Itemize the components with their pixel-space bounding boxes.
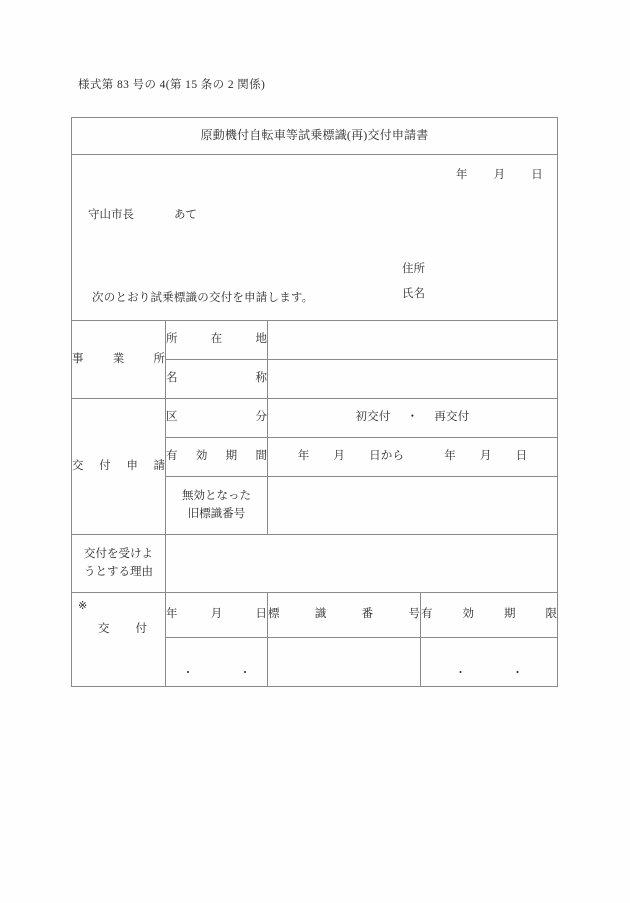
addressee-line	[88, 207, 197, 225]
official-plate-number-header	[268, 593, 421, 638]
void-old-plate-value[interactable]	[268, 477, 558, 535]
void-old-plate-label	[166, 477, 268, 535]
date-line	[456, 167, 543, 185]
official-use-mark: ※	[78, 600, 88, 612]
applicant-name-label: 氏名	[402, 288, 425, 300]
application-label-char-4: 請	[153, 459, 165, 472]
official-date-char-1: 年	[166, 608, 178, 621]
table-row-business-location	[72, 321, 558, 360]
classification-label-char-1: 区	[166, 411, 178, 424]
reason-label	[72, 535, 166, 593]
location-label-char-2: 在	[210, 333, 223, 346]
table-row-application-classification	[72, 399, 558, 438]
official-expiry-char-3: 期	[504, 608, 516, 621]
business-label-char-3: 所	[153, 352, 165, 365]
official-expiry-dot-2: ・	[512, 666, 523, 679]
application-statement: 次のとおり試乗標識の交付を申請します。	[92, 292, 314, 305]
table-row-reason	[72, 535, 558, 593]
period-label-char-1: 有	[166, 450, 178, 463]
classification-label	[166, 399, 268, 438]
application-section-label	[72, 399, 166, 535]
period-to-day: 日	[515, 450, 528, 463]
option-separator: ・	[406, 411, 419, 424]
official-plate-char-2: 識	[314, 608, 327, 621]
form-number-label: 様式第 83 号の 4(第 15 条の 2 関係)	[78, 79, 266, 91]
header-block-cell	[72, 155, 558, 321]
official-expiry-char-4: 限	[545, 608, 557, 621]
period-from-year: 年	[297, 450, 310, 463]
valid-period-value[interactable]	[268, 438, 558, 477]
location-label-char-3: 地	[255, 333, 267, 346]
application-label-char-1: 交	[72, 459, 84, 472]
business-name-value[interactable]	[268, 360, 558, 399]
official-use-label	[92, 621, 153, 639]
official-expiry-dots	[421, 665, 557, 682]
period-to-month: 月	[479, 450, 492, 463]
business-location-label	[166, 321, 268, 360]
period-label-char-4: 間	[255, 450, 267, 463]
option-reissue[interactable]: 再交付	[434, 411, 470, 424]
business-label-char-2: 業	[112, 352, 125, 365]
official-plate-char-1: 標	[268, 608, 280, 621]
table-row-header-block	[72, 155, 558, 321]
official-plate-char-4: 号	[408, 608, 420, 621]
business-location-value[interactable]	[268, 321, 558, 360]
bizname-label-char-1: 名	[166, 372, 178, 385]
option-first-issue[interactable]: 初交付	[355, 411, 391, 424]
classification-options[interactable]	[268, 399, 558, 438]
official-expiry-value[interactable]	[421, 638, 558, 687]
official-expiry-header	[421, 593, 558, 638]
official-use-label-cell	[72, 593, 166, 687]
official-date-dot-2: ・	[239, 666, 251, 679]
period-label-char-2: 効	[195, 450, 208, 463]
official-date-header	[166, 593, 268, 638]
period-from-month: 月	[333, 450, 346, 463]
reason-label-line1: 交付を受けよ	[84, 547, 153, 560]
official-date-char-3: 日	[255, 608, 267, 621]
location-label-char-1: 所	[166, 333, 178, 346]
date-year-label: 年	[455, 169, 468, 181]
addressee-label: 守山市長	[88, 209, 134, 221]
applicant-address-label: 住所	[402, 263, 425, 275]
bizname-label-char-2: 称	[255, 372, 267, 385]
reason-label-line2: うとする理由	[84, 565, 153, 578]
official-label-char-1: 交	[98, 623, 110, 635]
form-title-cell	[72, 118, 558, 155]
period-to-year: 年	[444, 450, 456, 463]
table-row-official-header	[72, 593, 558, 638]
reason-value[interactable]	[166, 535, 558, 593]
official-date-dots	[166, 665, 267, 682]
period-label-char-3: 期	[225, 450, 238, 463]
official-label-char-2: 付	[135, 623, 147, 635]
date-month-label: 月	[493, 169, 506, 181]
application-form-table	[71, 117, 558, 687]
official-date-dot-1: ・	[182, 666, 194, 679]
official-plate-number-value[interactable]	[268, 638, 421, 687]
official-date-value[interactable]	[166, 638, 268, 687]
form-title: 原動機付自転車等試乗標識(再)交付申請書	[200, 128, 429, 143]
valid-period-label	[166, 438, 268, 477]
business-label-char-1: 事	[72, 352, 84, 365]
official-expiry-char-2: 効	[462, 608, 474, 621]
business-section-label	[72, 321, 166, 399]
table-row-title	[72, 118, 558, 155]
period-from-day: 日から	[369, 450, 405, 463]
classification-label-char-2: 分	[255, 411, 267, 424]
official-expiry-char-1: 有	[421, 608, 433, 621]
void-old-plate-label-line2: 旧標識番号	[187, 507, 246, 520]
business-name-label	[166, 360, 268, 399]
void-old-plate-label-line1: 無効となった	[182, 489, 251, 502]
addressee-suffix-label: あて	[174, 209, 197, 221]
date-day-label: 日	[531, 169, 543, 181]
official-date-char-2: 月	[210, 608, 223, 621]
official-expiry-dot-1: ・	[455, 666, 466, 679]
application-label-char-2: 付	[99, 459, 111, 472]
official-plate-char-3: 番	[361, 608, 374, 621]
application-label-char-3: 申	[126, 459, 138, 472]
